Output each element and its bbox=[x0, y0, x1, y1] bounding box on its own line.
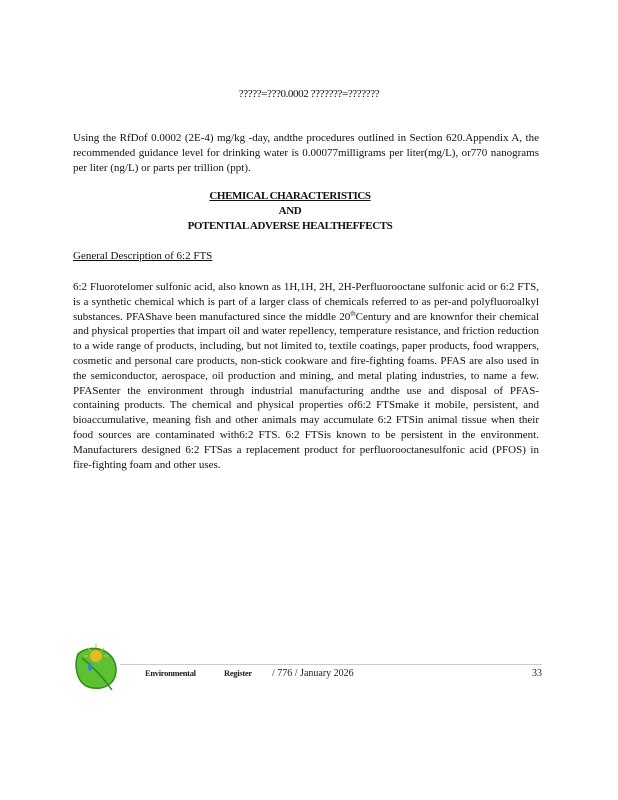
general-description-subheading: General Description of 6:2 FTS bbox=[73, 250, 213, 262]
footer-divider bbox=[120, 664, 542, 665]
description-text-part2: Century and are knownfor their chemical and physical properties that impart oil and water repellency, temperature resistance, and friction reduction to a wide range of products, including, but not limited to, textile coatings, paper products, food wrappers, cosmetic and personal care products, non-stick cookware and fire-fighting foams. PFAS are also used in the semiconductor, aerospace, oil production and mining, and metal plating industries, to name a few. PFASenter the environment through industrial manufacturing andthe use and disposal of PFAS-containing products. The chemical and physical properties of6:2 FTSmake it mobile, persistent, and bioaccumulative, meaning fish and other animals may accumulate 6:2 FTSin animal tissue when their food sources are contaminated with6:2 FTS. 6:2 FTSis known to be persistent in the environment. Manufacturers designed 6:2 FTSas a replacement product for perfluorooctanesulfonic acid (PFOS) in fire-fighting foam and other uses. bbox=[73, 310, 540, 471]
footer-issue-info: / 776 / January 2026 bbox=[272, 668, 354, 679]
description-text-part1: 6:2 Fluorotelomer sulfonic acid, also known as 1H,1H, 2H, 2H-Perfluorooctane sulfonic acid or 6:2 FTS, is a synthetic chemical which is part of a larger class of chemicals referred to as per-and polyfluoroalkyl substances. PFAShave been manufactured since the middle 20 bbox=[73, 281, 539, 323]
section-heading-line2: AND bbox=[278, 205, 302, 217]
footer-register-label: Register bbox=[224, 668, 252, 678]
environmental-register-logo-icon bbox=[72, 640, 122, 694]
ordinal-superscript: th bbox=[350, 308, 356, 317]
formula-line: ?????=???0.0002 ???????=??????? bbox=[238, 88, 380, 100]
section-heading-line3: POTENTIAL ADVERSE HEALTHEFFECTS bbox=[187, 220, 393, 232]
description-paragraph bbox=[73, 280, 539, 472]
footer-journal-name: Environmental bbox=[145, 668, 196, 678]
page-number: 33 bbox=[532, 668, 542, 679]
intro-paragraph: Using the RfDof 0.0002 (2E-4) mg/kg -day, andthe procedures outlined in Section 620.Appendix A, the recommended guidance level for drinking water is 0.00077milligrams per liter(mg/L), or770 nanograms per liter (ng/L) or parts per trillion (ppt). bbox=[73, 132, 539, 174]
section-heading-line1: CHEMICAL CHARACTERISTICS bbox=[209, 190, 371, 202]
